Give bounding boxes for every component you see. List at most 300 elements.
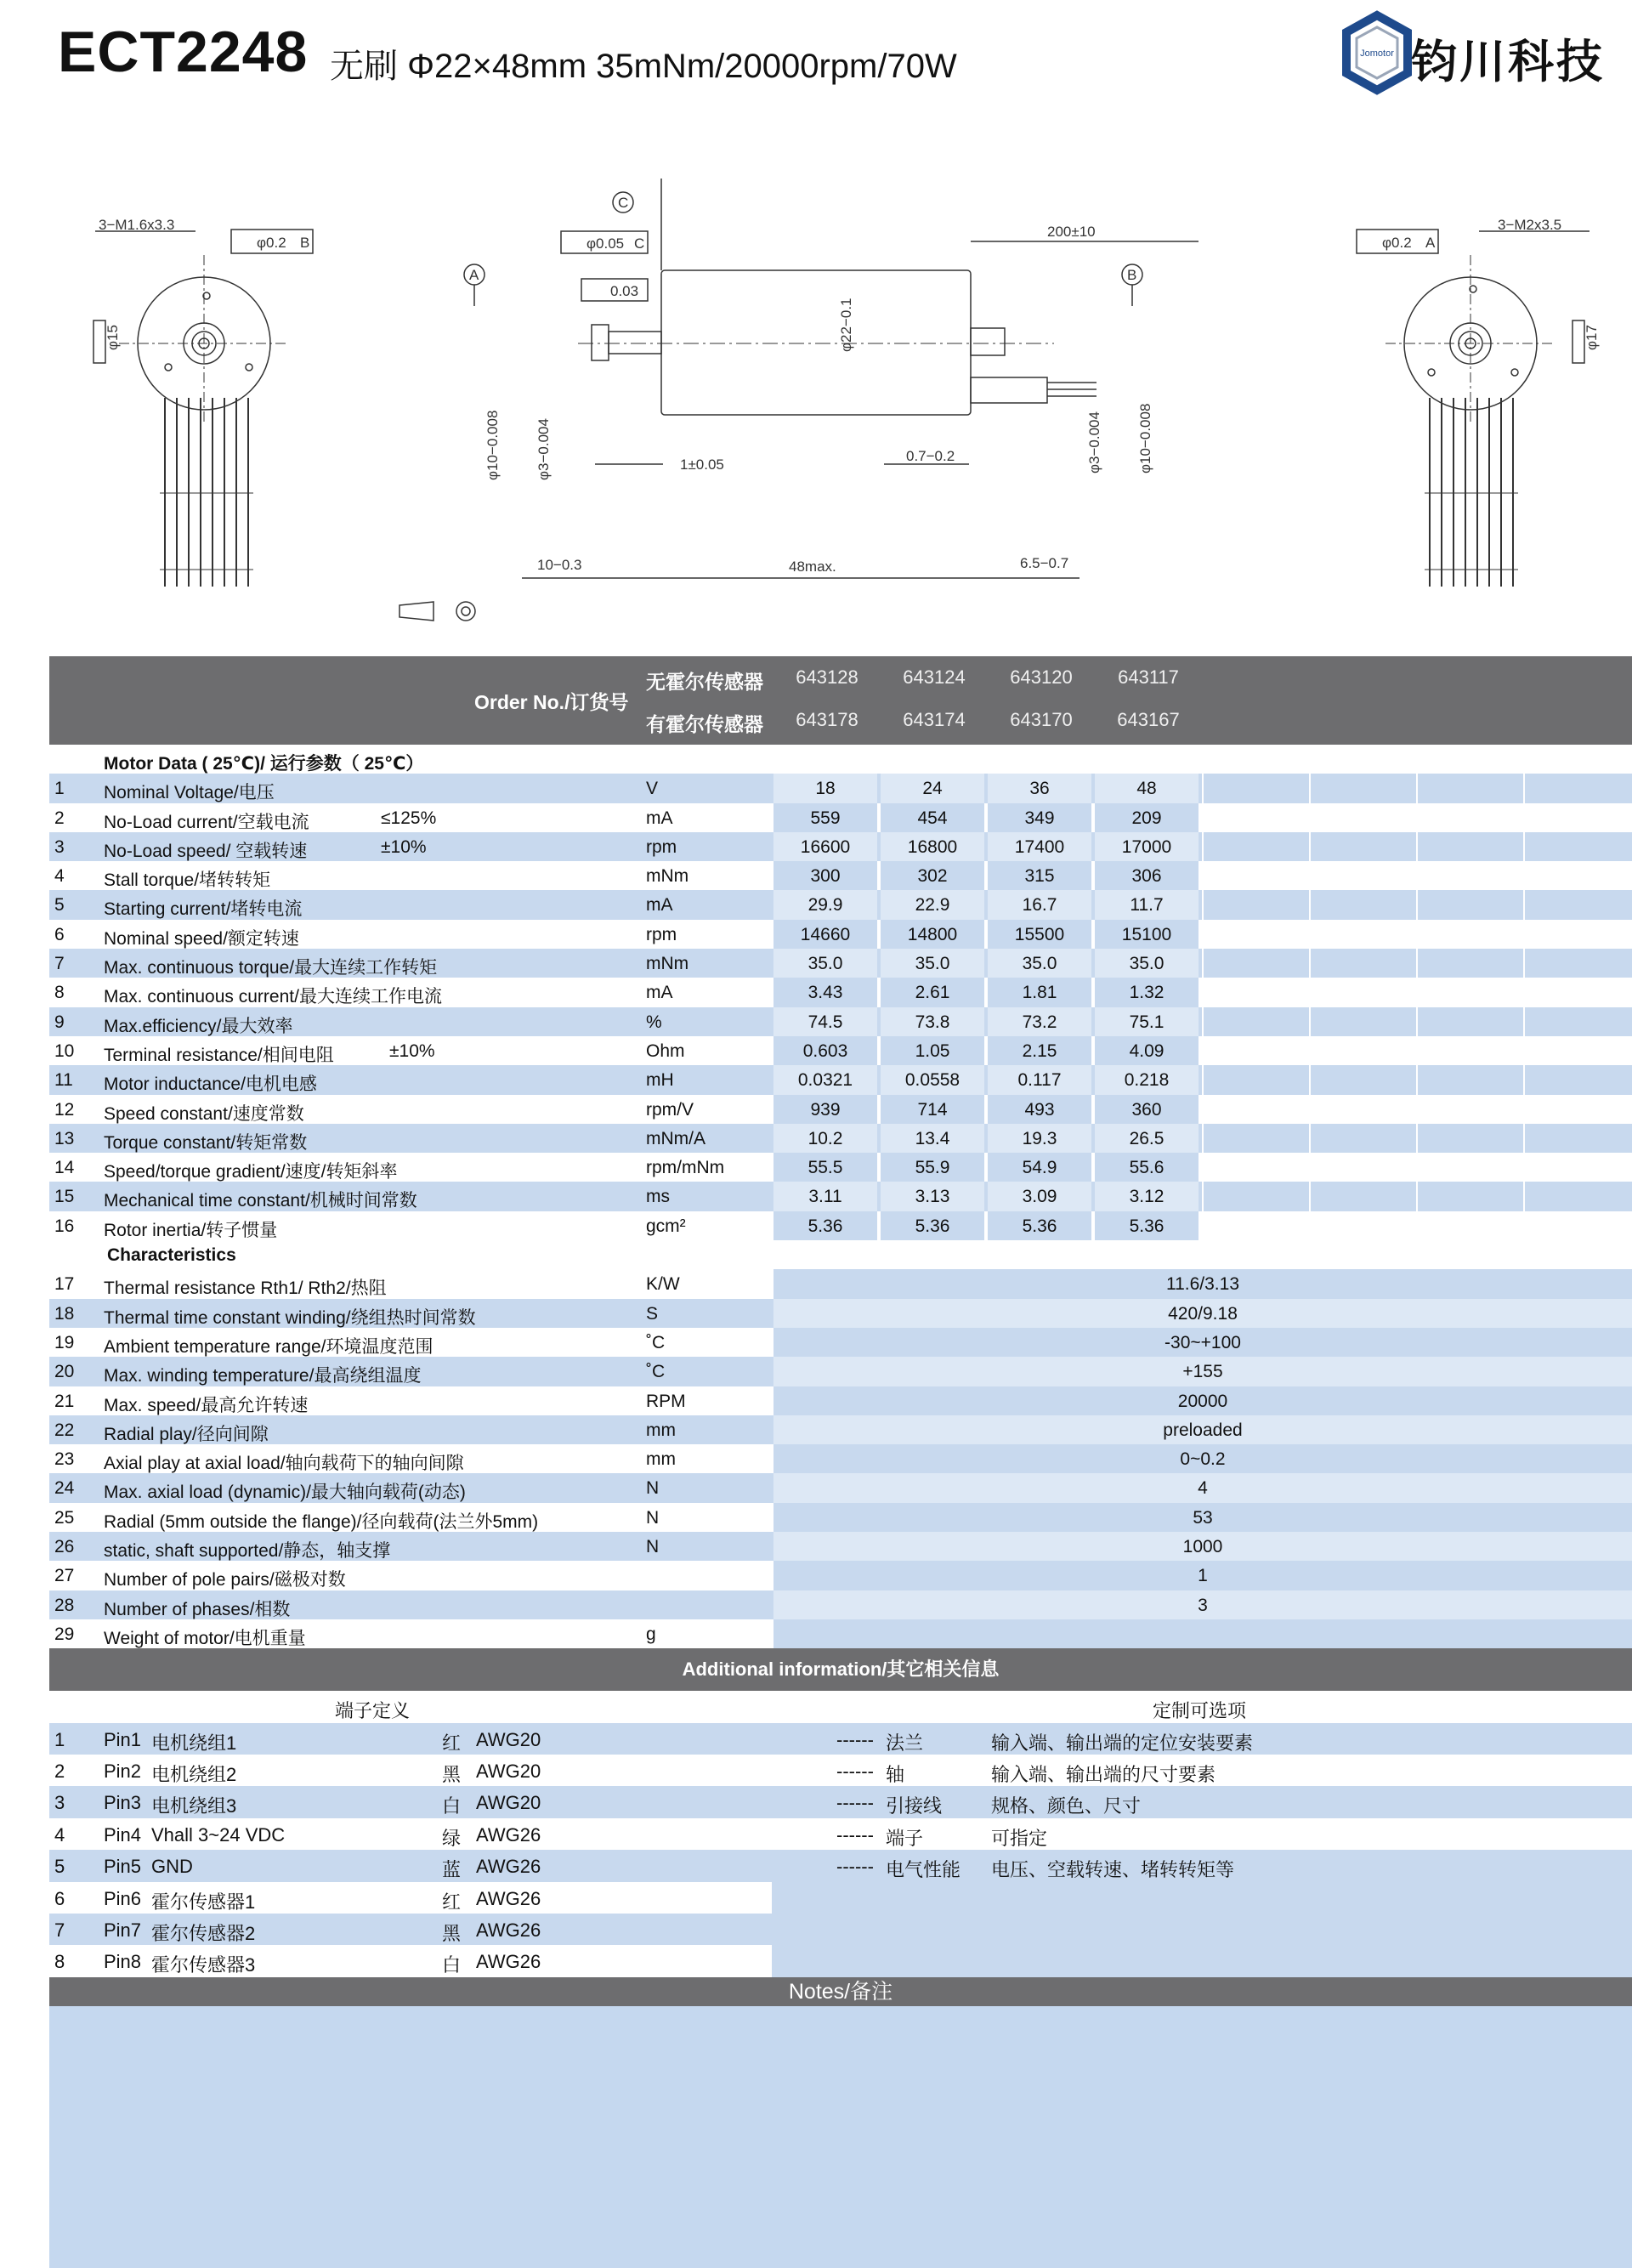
row-description: Radial play/径向间隙 [104, 1424, 269, 1444]
order-num: 643178 [796, 709, 858, 730]
row-value: 209 [1095, 803, 1198, 832]
table-row [49, 1007, 1632, 1036]
order-num: 643167 [1117, 709, 1180, 730]
label-d4: 48max. [789, 558, 836, 575]
pin-rows [49, 1723, 1632, 1977]
pin-number: 5 [54, 1856, 65, 1878]
row-value: 73.2 [988, 1007, 1091, 1036]
label-left-tol: φ0.2 [257, 235, 286, 251]
empty-cell [1202, 861, 1306, 890]
option-item: 法兰 [886, 1732, 924, 1754]
row-value [774, 1619, 1632, 1648]
row-description: Radial (5mm outside the flange)/径向载荷(法兰外5mm) [104, 1511, 539, 1532]
technical-drawing [0, 170, 1632, 646]
pin-number: 1 [54, 1728, 65, 1750]
label-right-dim: φ17 [1584, 325, 1600, 350]
notes-area [49, 2006, 1632, 2268]
row-value: 5.36 [774, 1211, 877, 1240]
model-subtitle: 无刷 Φ22×48mm 35mNm/20000rpm/70W [330, 48, 957, 85]
row-number: 8 [54, 983, 65, 1003]
row-description: Rotor inertia/转子惯量 [104, 1220, 278, 1240]
empty-cell [1416, 1211, 1520, 1240]
empty-cell [1309, 1007, 1413, 1036]
pin-name: 霍尔传感器1 [151, 1891, 256, 1913]
empty-cell [1523, 1065, 1627, 1094]
empty-cell [1309, 774, 1413, 802]
row-description: Number of pole pairs/磁极对数 [104, 1570, 346, 1590]
row-value: 18 [774, 774, 877, 802]
pin-color: 红 [442, 1732, 462, 1754]
row-note: ±10% [381, 836, 427, 857]
row-value: 5.36 [988, 1211, 1091, 1240]
row-description: Ambient temperature range/环境温度范围 [104, 1336, 434, 1357]
table-row [49, 1357, 1632, 1386]
row-note: ≤125% [381, 808, 437, 828]
spec-table [49, 656, 1632, 2268]
table-row [49, 1914, 1632, 1945]
table-row [49, 1882, 1632, 1914]
row-number: 22 [54, 1420, 75, 1440]
empty-cell [1309, 1182, 1413, 1211]
empty-cell [1309, 803, 1413, 832]
option-item: 端子 [886, 1827, 924, 1849]
empty-cell [1202, 978, 1306, 1006]
empty-cell [1416, 920, 1520, 949]
pin-number: 3 [54, 1792, 65, 1814]
row-unit: gcm² [646, 1216, 686, 1236]
empty-cell [1416, 774, 1520, 802]
row-value: 0.603 [774, 1036, 877, 1065]
row-value: 302 [881, 861, 984, 890]
label-b: B [1127, 267, 1137, 283]
empty-cell [1523, 1182, 1627, 1211]
option-item: 电气性能 [886, 1859, 961, 1881]
pin-color: 白 [442, 1954, 462, 1976]
row-unit: mA [646, 895, 673, 916]
empty-cell [1309, 861, 1413, 890]
label-lead-len: 200±10 [1047, 224, 1096, 240]
row-number: 27 [54, 1566, 75, 1586]
label-a: A [469, 267, 479, 283]
label-d2: 0.7−0.2 [906, 448, 955, 464]
pin-name: 电机绕组2 [151, 1763, 237, 1785]
row-value: 14660 [774, 920, 877, 949]
row-value: 0.218 [1095, 1065, 1198, 1094]
table-row [49, 803, 1632, 832]
row-value: 3.13 [881, 1182, 984, 1211]
additional-subheader [49, 1691, 1632, 1722]
table-row [49, 1444, 1632, 1473]
pin-awg: AWG20 [476, 1760, 541, 1782]
row-unit: mNm [646, 954, 689, 974]
pin-number: 4 [54, 1823, 65, 1846]
label-body-dia: φ22−0.1 [838, 298, 854, 352]
pin-awg: AWG26 [476, 1856, 541, 1878]
row-unit: V [646, 779, 659, 799]
label-d1: 1±0.05 [680, 456, 724, 473]
empty-cell [1523, 1095, 1627, 1124]
row-description: Thermal time constant winding/绕组热时间常数 [104, 1307, 476, 1328]
label-right-tol: φ0.2 [1382, 235, 1412, 251]
pin-id: Pin1 [104, 1728, 142, 1750]
pin-number: 6 [54, 1887, 65, 1909]
pin-awg: AWG20 [476, 1792, 541, 1814]
row-value: 1.05 [881, 1036, 984, 1065]
row-number: 4 [54, 866, 65, 887]
empty-cell [1202, 949, 1306, 978]
row-value: 17400 [988, 832, 1091, 861]
row-value: 73.8 [881, 1007, 984, 1036]
empty-cell [1309, 1124, 1413, 1153]
label-left-holes: 3−M1.6x3.3 [99, 217, 175, 233]
row-value: 0.0321 [774, 1065, 877, 1094]
option-desc: 电压、空载转速、堵转转矩等 [991, 1859, 1235, 1881]
row-unit: N [646, 1478, 660, 1499]
label-left-dim: φ15 [105, 325, 121, 350]
row-number: 2 [54, 808, 65, 828]
row-unit: Ohm [646, 1040, 685, 1061]
option-dash: ------ [836, 1792, 874, 1814]
row-number: 9 [54, 1012, 65, 1032]
row-number: 21 [54, 1391, 75, 1411]
empty-cell [1416, 978, 1520, 1006]
label-perp: φ0.05 [586, 235, 625, 252]
option-cell [772, 1882, 1632, 1914]
row-unit: ms [646, 1187, 670, 1207]
row-description: Speed constant/速度常数 [104, 1103, 304, 1124]
row-value: 300 [774, 861, 877, 890]
pin-color: 红 [442, 1891, 462, 1913]
row-value: +155 [774, 1357, 1632, 1386]
row-unit: mNm/A [646, 1128, 706, 1148]
row-value: 15100 [1095, 920, 1198, 949]
row-unit: mA [646, 983, 673, 1003]
label-runout: 0.03 [610, 283, 639, 299]
row-value: 2.61 [881, 978, 984, 1006]
motor-rows [49, 774, 1632, 1240]
order-num: 643120 [1010, 666, 1073, 688]
option-desc: 输入端、输出端的尺寸要素 [991, 1763, 1216, 1785]
row-description: Max.efficiency/最大效率 [104, 1016, 293, 1036]
empty-cell [1202, 1007, 1306, 1036]
option-dash: ------ [836, 1823, 874, 1846]
row-description: Max. speed/最高允许转速 [104, 1395, 309, 1415]
no-hall-label: 无霍尔传感器 [646, 671, 763, 693]
empty-cell [1309, 1211, 1413, 1240]
section-row [49, 1240, 1632, 1269]
options-title: 定制可选项 [1153, 1700, 1247, 1722]
row-unit: K/W [646, 1274, 680, 1295]
left-end-view [94, 217, 313, 587]
row-value: 35.0 [1095, 949, 1198, 978]
empty-cell [1523, 1153, 1627, 1182]
table-row [49, 1386, 1632, 1415]
pin-number: 8 [54, 1951, 65, 1973]
row-description: Weight of motor/电机重量 [104, 1628, 306, 1648]
option-item: 轴 [886, 1763, 905, 1785]
empty-cell [1202, 1153, 1306, 1182]
empty-cell [1416, 890, 1520, 919]
row-value: 3.12 [1095, 1182, 1198, 1211]
empty-cell [1416, 861, 1520, 890]
row-number: 20 [54, 1362, 75, 1382]
table-row [49, 1095, 1632, 1124]
row-value: 0~0.2 [774, 1444, 1632, 1473]
table-row [49, 1561, 1632, 1590]
motor-data-title: Motor Data ( 25℃)/ 运行参数（ 25℃） [104, 754, 424, 774]
row-description: Torque constant/转矩常数 [104, 1132, 308, 1153]
row-value: 306 [1095, 861, 1198, 890]
row-number: 11 [54, 1070, 73, 1091]
table-row [49, 832, 1632, 861]
row-value: 16600 [774, 832, 877, 861]
order-header [49, 656, 1632, 745]
row-description: Terminal resistance/相间电阻 [104, 1045, 334, 1065]
row-number: 15 [54, 1187, 75, 1207]
empty-cell [1202, 1124, 1306, 1153]
pins-title: 端子定义 [335, 1700, 411, 1722]
order-num: 643170 [1010, 709, 1073, 730]
label-shaft-c: φ3−0.004 [1086, 411, 1102, 473]
pin-id: Pin2 [104, 1760, 142, 1782]
row-unit: S [646, 1303, 659, 1324]
pin-color: 黑 [442, 1763, 462, 1785]
row-value: 714 [881, 1095, 984, 1124]
pin-name: Vhall 3~24 VDC [151, 1823, 286, 1846]
row-description: Thermal resistance Rth1/ Rth2/热阻 [104, 1279, 387, 1299]
table-row [49, 1723, 1632, 1755]
empty-cell [1416, 803, 1520, 832]
row-description: Nominal Voltage/电压 [104, 783, 275, 803]
row-unit: rpm [646, 924, 677, 944]
pin-name: 电机绕组1 [151, 1732, 237, 1754]
row-description: Mechanical time constant/机械时间常数 [104, 1191, 417, 1211]
row-description: Starting current/堵转电流 [104, 899, 303, 920]
row-number: 19 [54, 1332, 75, 1352]
right-end-view [1357, 217, 1600, 587]
row-value: 13.4 [881, 1124, 984, 1153]
empty-cell [1523, 803, 1627, 832]
row-value: 10.2 [774, 1124, 877, 1153]
row-value: 20000 [774, 1386, 1632, 1415]
row-value: 4.09 [1095, 1036, 1198, 1065]
table-row [49, 1850, 1632, 1881]
table-row [49, 1211, 1632, 1240]
row-value: 1.81 [988, 978, 1091, 1006]
empty-cell [1309, 832, 1413, 861]
table-row [49, 920, 1632, 949]
row-description: Max. axial load (dynamic)/最大轴向载荷(动态) [104, 1483, 466, 1503]
empty-cell [1309, 949, 1413, 978]
row-number: 13 [54, 1128, 75, 1148]
row-unit: % [646, 1012, 662, 1032]
order-label: Order No./订货号 [474, 691, 629, 713]
row-value: 48 [1095, 774, 1198, 802]
empty-cell [1202, 920, 1306, 949]
row-description: Speed/torque gradient/速度/转矩斜率 [104, 1162, 398, 1182]
empty-cell [1202, 774, 1306, 802]
label-c: C [618, 195, 629, 211]
empty-cell [1202, 1211, 1306, 1240]
pin-name: 霍尔传感器3 [151, 1954, 256, 1976]
table-row [49, 1755, 1632, 1786]
order-num: 643174 [903, 709, 966, 730]
row-value: 3 [774, 1590, 1632, 1619]
row-value: 35.0 [988, 949, 1091, 978]
row-value: 0.0558 [881, 1065, 984, 1094]
pin-id: Pin6 [104, 1887, 142, 1909]
row-value: 17000 [1095, 832, 1198, 861]
option-dash: ------ [836, 1728, 874, 1750]
empty-cell [1416, 1153, 1520, 1182]
option-desc: 输入端、输出端的定位安装要素 [991, 1732, 1254, 1754]
empty-cell [1523, 978, 1627, 1006]
empty-cell [1416, 832, 1520, 861]
row-value: 35.0 [881, 949, 984, 978]
row-value: 939 [774, 1095, 877, 1124]
row-number: 7 [54, 954, 65, 974]
row-unit: ˚C [646, 1332, 666, 1352]
brand-name: 钧川科技 [1411, 37, 1605, 88]
row-description: Motor inductance/电机电感 [104, 1074, 317, 1095]
empty-cell [1309, 920, 1413, 949]
row-value: 2.15 [988, 1036, 1091, 1065]
empty-cell [1416, 1065, 1520, 1094]
pin-awg: AWG26 [476, 1919, 541, 1941]
row-unit: N [646, 1537, 660, 1557]
table-row [49, 1415, 1632, 1444]
table-row [49, 978, 1632, 1006]
row-number: 25 [54, 1507, 75, 1528]
empty-cell [1523, 1036, 1627, 1065]
with-hall-label: 有霍尔传感器 [646, 713, 763, 735]
table-row [49, 1036, 1632, 1065]
row-value: 1 [774, 1561, 1632, 1590]
empty-cell [1202, 1182, 1306, 1211]
empty-cell [1523, 890, 1627, 919]
row-value: 24 [881, 774, 984, 802]
empty-cell [1416, 1007, 1520, 1036]
side-view [400, 179, 1198, 621]
row-value: 16800 [881, 832, 984, 861]
order-num: 643128 [796, 666, 858, 688]
row-unit: mA [646, 808, 673, 828]
option-item: 引接线 [886, 1795, 943, 1817]
empty-cell [1202, 1095, 1306, 1124]
row-value: 3.43 [774, 978, 877, 1006]
row-number: 16 [54, 1216, 75, 1236]
row-value: 75.1 [1095, 1007, 1198, 1036]
row-unit: mm [646, 1449, 676, 1470]
row-value: 559 [774, 803, 877, 832]
row-value: 1.32 [1095, 978, 1198, 1006]
row-value: -30~+100 [774, 1328, 1632, 1357]
row-value: 11.6/3.13 [774, 1269, 1632, 1298]
row-number: 10 [54, 1040, 75, 1061]
row-value: 54.9 [988, 1153, 1091, 1182]
row-unit: mH [646, 1070, 674, 1091]
pin-name: 电机绕组3 [151, 1795, 237, 1817]
empty-cell [1202, 803, 1306, 832]
pin-name: GND [151, 1856, 193, 1878]
row-value: 4 [774, 1473, 1632, 1502]
pin-awg: AWG26 [476, 1823, 541, 1846]
row-value: 29.9 [774, 890, 877, 919]
pin-id: Pin3 [104, 1792, 142, 1814]
row-description: static, shaft supported/静态，轴支撑 [104, 1541, 391, 1562]
empty-cell [1416, 1036, 1520, 1065]
row-description: Max. continuous torque/最大连续工作转矩 [104, 958, 438, 978]
row-number: 26 [54, 1537, 75, 1557]
row-value: 35.0 [774, 949, 877, 978]
logo-text: Jomotor [1360, 48, 1394, 59]
label-perp-ref: C [634, 235, 645, 252]
row-description: Max. winding temperature/最高绕组温度 [104, 1366, 422, 1386]
empty-cell [1202, 1036, 1306, 1065]
row-description: No-Load current/空载电流 [104, 812, 309, 832]
empty-cell [1309, 1095, 1413, 1124]
order-num: 643124 [903, 666, 966, 688]
table-row [49, 1153, 1632, 1182]
row-number: 17 [54, 1274, 75, 1295]
row-value: 74.5 [774, 1007, 877, 1036]
order-num: 643117 [1118, 666, 1179, 688]
empty-cell [1523, 1211, 1627, 1240]
row-unit: RPM [646, 1391, 686, 1411]
row-value: 55.9 [881, 1153, 984, 1182]
empty-cell [1523, 949, 1627, 978]
row-number: 5 [54, 895, 65, 916]
table-row [49, 1818, 1632, 1850]
empty-cell [1523, 1124, 1627, 1153]
section-row [49, 745, 1632, 774]
row-value: 16.7 [988, 890, 1091, 919]
row-unit: rpm [646, 836, 677, 857]
row-number: 24 [54, 1478, 75, 1499]
option-cell [772, 1914, 1632, 1945]
empty-cell [1523, 774, 1627, 802]
empty-cell [1523, 1007, 1627, 1036]
row-value: 315 [988, 861, 1091, 890]
label-d3: 10−0.3 [537, 557, 582, 573]
pin-number: 7 [54, 1919, 65, 1941]
row-value: 11.7 [1095, 890, 1198, 919]
empty-cell [1416, 1095, 1520, 1124]
row-value: 55.6 [1095, 1153, 1198, 1182]
row-description: Stall torque/堵转转矩 [104, 870, 271, 891]
empty-cell [1523, 920, 1627, 949]
pin-color: 黑 [442, 1922, 462, 1944]
empty-cell [1202, 1065, 1306, 1094]
table-row [49, 1269, 1632, 1298]
row-description: Axial play at axial load/轴向载荷下的轴向间隙 [104, 1454, 464, 1474]
table-row [49, 861, 1632, 890]
row-value: 3.11 [774, 1182, 877, 1211]
empty-cell [1309, 978, 1413, 1006]
row-value: 360 [1095, 1095, 1198, 1124]
option-dash: ------ [836, 1760, 874, 1782]
pin-color: 蓝 [442, 1859, 462, 1881]
row-description: Max. continuous current/最大连续工作电流 [104, 987, 442, 1007]
label-d5: 6.5−0.7 [1020, 555, 1069, 571]
row-unit: rpm/mNm [646, 1158, 725, 1178]
page-header [0, 0, 1632, 102]
pin-id: Pin4 [104, 1823, 142, 1846]
row-unit: g [646, 1624, 656, 1644]
empty-cell [1309, 1065, 1413, 1094]
row-description: Number of phases/相数 [104, 1599, 291, 1619]
empty-cell [1416, 949, 1520, 978]
